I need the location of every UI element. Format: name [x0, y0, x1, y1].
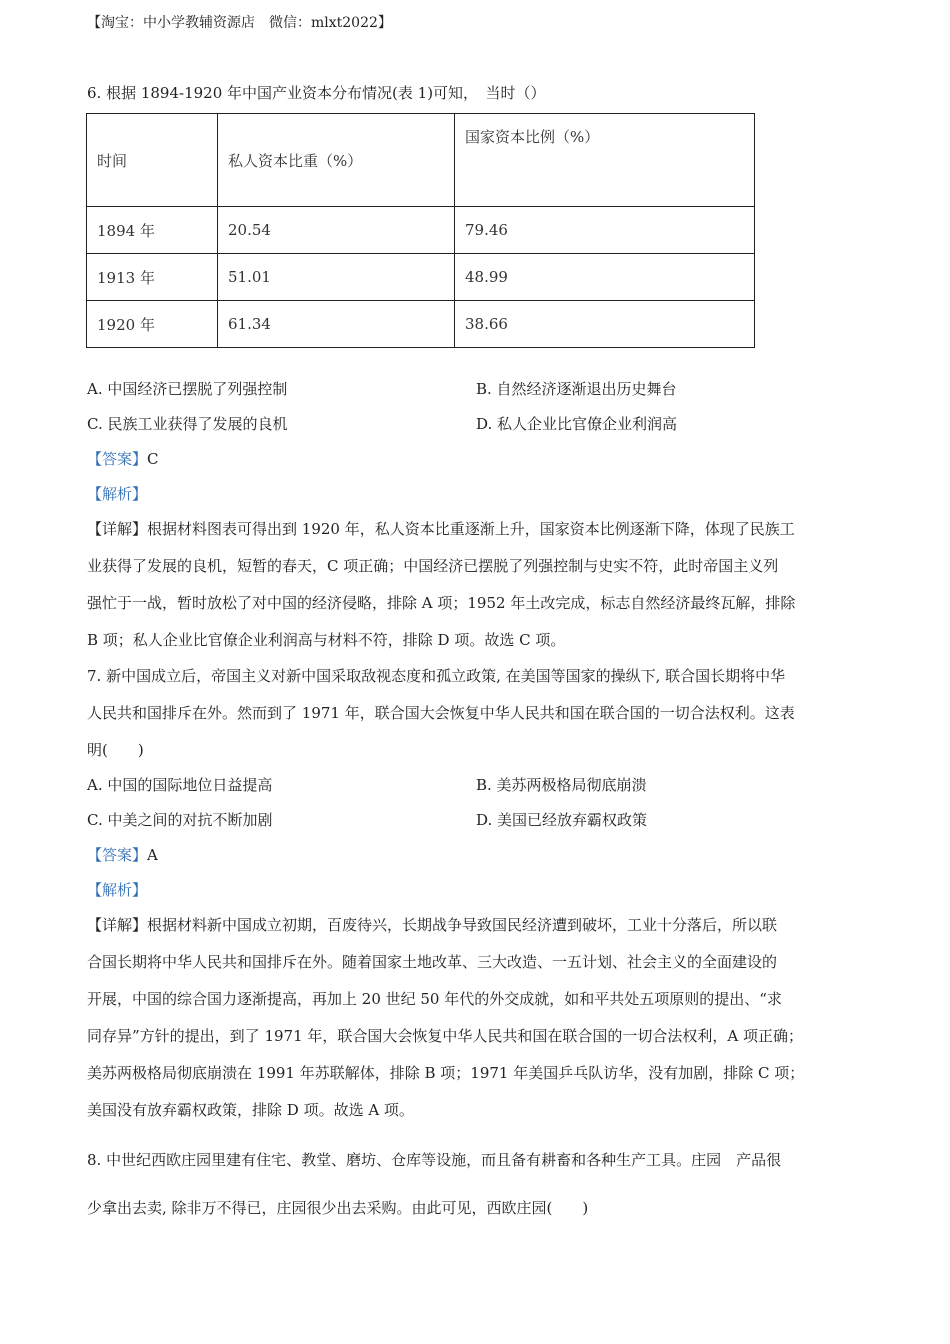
table-cell: 1913 年: [87, 254, 218, 301]
question-7-stem-line: 明( ): [87, 741, 144, 759]
table-header-state: 国家资本比例（%）: [455, 114, 755, 207]
q7-option-c: C. 中美之间的对抗不断加剧: [87, 811, 273, 829]
capital-distribution-table: [86, 113, 755, 348]
q6-analysis-tag: 【解析】: [87, 485, 148, 503]
q6-detail-line: 业获得了发展的良机，短暂的春天，C 项正确；中国经济已摆脱了列强控制与史实不符，此时帝国主义列: [87, 557, 779, 575]
q7-option-a: A. 中国的国际地位日益提高: [87, 776, 273, 794]
table-cell: 1894 年: [87, 207, 218, 254]
q6-detail-line: B 项；私人企业比官僚企业利润高与材料不符，排除 D 项。故选 C 项。: [87, 631, 566, 649]
q7-detail-line: 美国没有放弃霸权政策，排除 D 项。故选 A 项。: [87, 1101, 414, 1119]
q7-answer: [87, 844, 158, 865]
q7-detail-line: 开展，中国的综合国力逐渐提高，再加上 20 世纪 50 年代的外交成就，如和平共处五项原则的提出、“求: [87, 990, 782, 1008]
table-header-time: 时间: [87, 114, 218, 207]
question-8-stem-line: 少拿出去卖, 除非万不得已，庄园很少出去采购。由此可见，西欧庄园( ): [87, 1199, 589, 1217]
table-header-private: 私人资本比重（%）: [218, 114, 455, 207]
answer-value: C: [147, 450, 159, 468]
q7-detail-line: 同存异”方针的提出，到了 1971 年，联合国大会恢复中华人民共和国在联合国的一切合法权利，A 项正确；: [87, 1027, 803, 1045]
q6-answer: [87, 448, 159, 469]
question-7-stem-line: 人民共和国排斥在外。然而到了 1971 年，联合国大会恢复中华人民共和国在联合国的一切合法权利。这表: [87, 704, 795, 722]
q6-detail-line: 强忙于一战，暂时放松了对中国的经济侵略，排除 A 项；1952 年土改完成，标志自然经济最终瓦解，排除: [87, 594, 796, 612]
table-row: [87, 207, 755, 254]
table-cell: 1920 年: [87, 301, 218, 348]
table-row: [87, 301, 755, 348]
q6-option-b: B. 自然经济逐渐退出历史舞台: [476, 380, 677, 398]
table-cell: 20.54: [218, 207, 455, 254]
table-cell: 61.34: [218, 301, 455, 348]
answer-value: A: [147, 846, 158, 864]
q7-option-d: D. 美国已经放弃霸权政策: [476, 811, 648, 829]
question-7-stem-line: 7. 新中国成立后，帝国主义对新中国采取敌视态度和孤立政策, 在美国等国家的操纵下, 联合国长期将中华: [87, 667, 786, 685]
question-8-stem-line: 8. 中世纪西欧庄园里建有住宅、教堂、磨坊、仓库等设施，而且备有耕畜和各种生产工具。庄园 产品很: [87, 1151, 782, 1169]
question-6-stem: 6. 根据 1894-1920 年中国产业资本分布情况(表 1)可知， 当时（）: [87, 84, 546, 102]
q6-option-c: C. 民族工业获得了发展的良机: [87, 415, 288, 433]
q6-detail-line: 【详解】根据材料图表可得出到 1920 年，私人资本比重逐渐上升，国家资本比例逐渐下降，体现了民族工: [87, 520, 795, 538]
table-cell: 51.01: [218, 254, 455, 301]
q6-option-d: D. 私人企业比官僚企业利润高: [476, 415, 678, 433]
q7-analysis-tag: 【解析】: [87, 881, 148, 899]
q7-detail-line: 合国长期将中华人民共和国排斥在外。随着国家土地改革、三大改造、一五计划、社会主义的全面建设的: [87, 953, 778, 971]
table-row: [87, 254, 755, 301]
table-cell: 38.66: [455, 301, 755, 348]
answer-tag: 【答案】: [87, 450, 148, 468]
q6-option-a: A. 中国经济已摆脱了列强控制: [87, 380, 288, 398]
table-header-row: [87, 114, 755, 207]
q7-detail-line: 美苏两极格局彻底崩溃在 1991 年苏联解体，排除 B 项；1971 年美国乒乓队访华，没有加剧，排除 C 项；: [87, 1064, 805, 1082]
page-header: 【淘宝：中小学教辅资源店 微信：mlxt2022】: [87, 15, 392, 31]
table-cell: 48.99: [455, 254, 755, 301]
q7-option-b: B. 美苏两极格局彻底崩溃: [476, 776, 647, 794]
q7-detail-line: 【详解】根据材料新中国成立初期，百废待兴，长期战争导致国民经济遭到破坏，工业十分落后，所以联: [87, 916, 778, 934]
answer-tag: 【答案】: [87, 846, 148, 864]
table-cell: 79.46: [455, 207, 755, 254]
